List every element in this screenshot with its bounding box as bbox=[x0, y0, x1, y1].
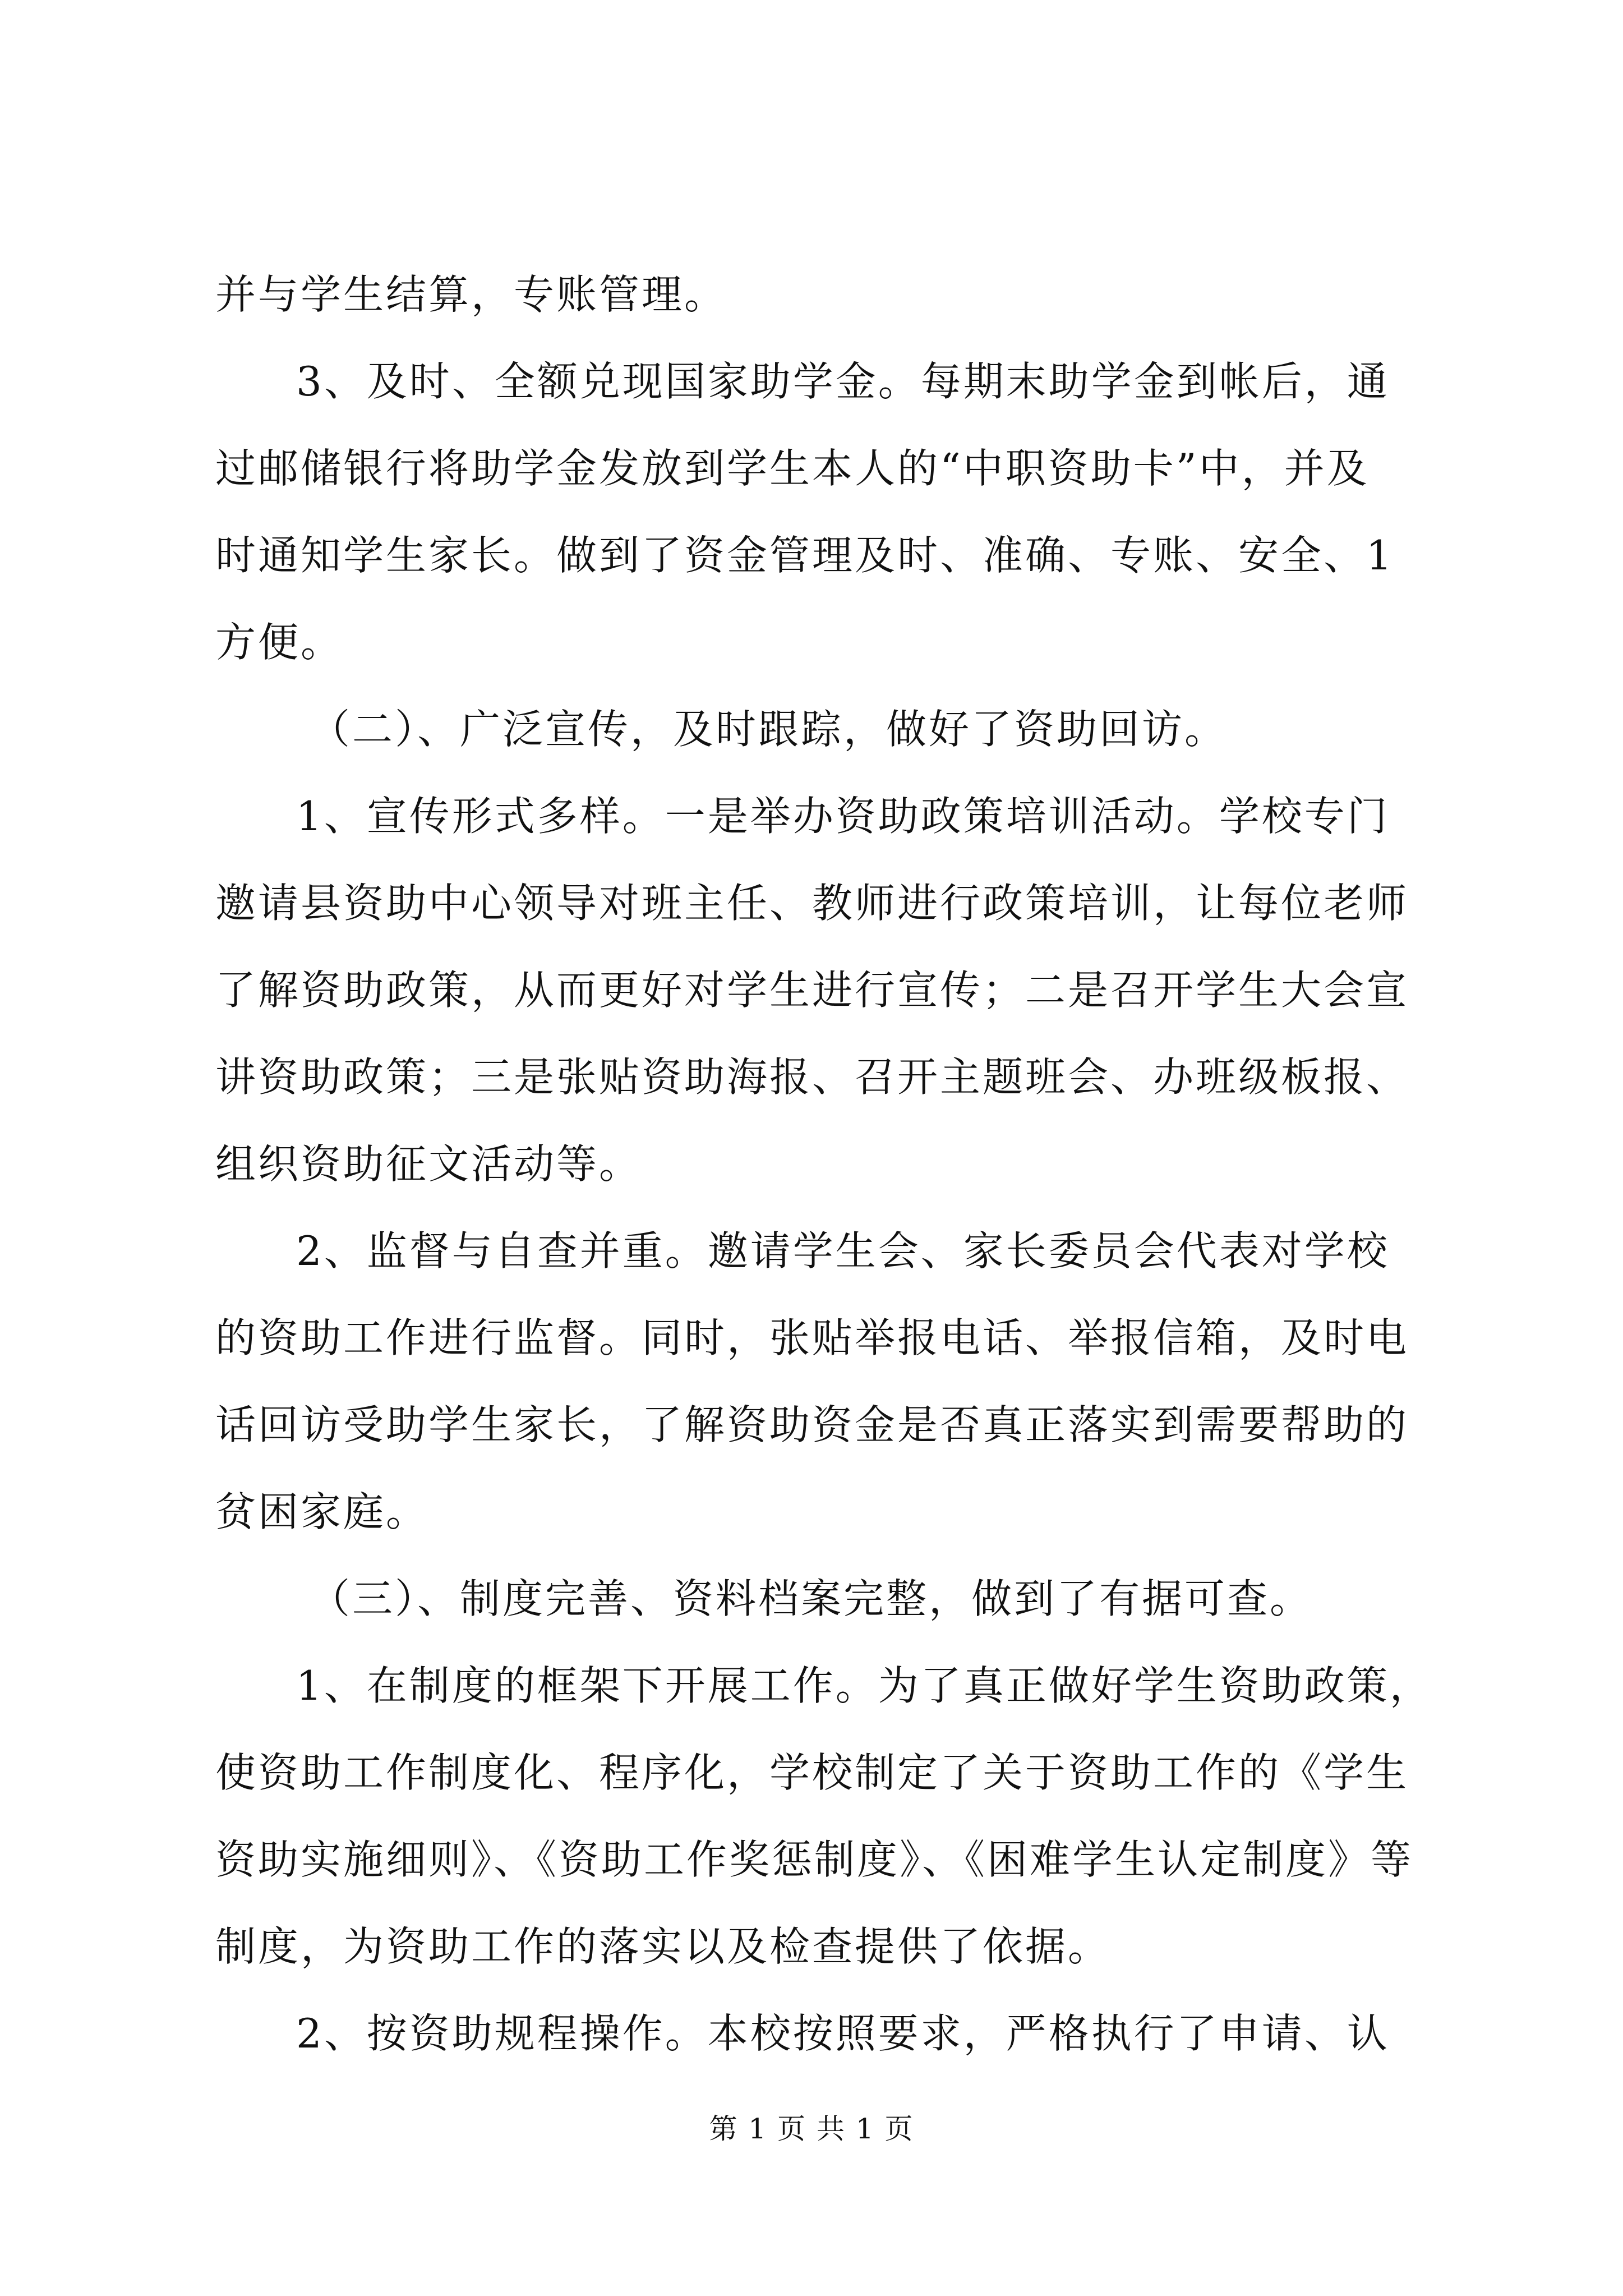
text-line: 1、宣传形式多样。一是举办资助政策培训活动。学校专门 bbox=[296, 793, 1390, 840]
section-heading: （三）、制度完善、资料档案完整，做到了有据可查。 bbox=[310, 1575, 1313, 1622]
text-line: 并与学生结算，专账管理。 bbox=[215, 271, 727, 318]
page-footer: 第 1 页 共 1 页 bbox=[709, 2113, 914, 2145]
text-line: 制度，为资助工作的落实以及检查提供了依据。 bbox=[215, 1923, 1111, 1970]
text-line: 讲资助政策；三是张贴资助海报、召开主题班会、办班级板报、 bbox=[215, 1053, 1409, 1101]
text-line: 了解资助政策，从而更好对学生进行宣传；二是召开学生大会宣 bbox=[215, 967, 1409, 1014]
text-line: 1、在制度的框架下开展工作。为了真正做好学生资助政策， bbox=[296, 1662, 1432, 1709]
text-line: 邀请县资助中心领导对班主任、教师进行政策培训，让每位老师 bbox=[215, 880, 1409, 927]
text-line: 资助实施细则》、《资助工作奖惩制度》、《困难学生认定制度》等 bbox=[215, 1836, 1414, 1883]
text-line: 话回访受助学生家长，了解资助资金是否真正落实到需要帮助的 bbox=[215, 1401, 1409, 1448]
text-line: 2、按资助规程操作。本校按照要求，严格执行了申请、认 bbox=[296, 2010, 1390, 2057]
text-line: 时通知学生家长。做到了资金管理及时、准确、专账、安全、1 bbox=[215, 532, 1394, 579]
text-line: 的资助工作进行监督。同时，张贴举报电话、举报信箱，及时电 bbox=[215, 1314, 1409, 1361]
text-line: 3、及时、全额兑现国家助学金。每期末助学金到帐后，通 bbox=[296, 358, 1390, 405]
text-line: 贫困家庭。 bbox=[215, 1488, 429, 1535]
text-line: 过邮储银行将助学金发放到学生本人的“中职资助卡”中，并及 bbox=[215, 445, 1370, 492]
text-line: 方便。 bbox=[215, 619, 344, 666]
text-line: 使资助工作制度化、程序化，学校制定了关于资助工作的《学生 bbox=[215, 1749, 1409, 1796]
section-heading: （二）、广泛宣传，及时跟踪，做好了资助回访。 bbox=[310, 706, 1228, 753]
text-line: 组织资助征文活动等。 bbox=[215, 1140, 642, 1188]
text-line: 2、监督与自查并重。邀请学生会、家长委员会代表对学校 bbox=[296, 1227, 1390, 1274]
